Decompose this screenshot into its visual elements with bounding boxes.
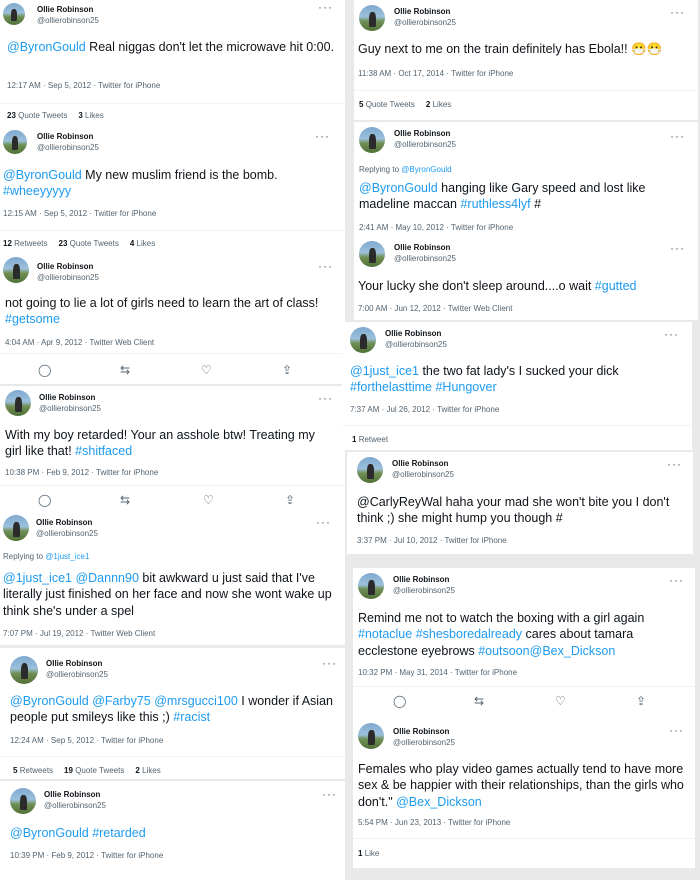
tweet-card[interactable]	[0, 781, 345, 880]
tweet-text	[10, 693, 335, 726]
share-icon[interactable]: ⇪	[282, 363, 293, 377]
stat-label: Retweets	[19, 766, 54, 775]
author-handle[interactable]: @ollierobinson25	[394, 254, 456, 263]
reply-icon[interactable]: ◯	[38, 363, 52, 377]
replying-to: Replying to @ByronGould	[359, 165, 452, 174]
engagement-stats[interactable]	[352, 435, 399, 444]
tweet-timestamp[interactable]: 10:39 PM · Feb 9, 2012 · Twitter for iPhone	[10, 851, 164, 860]
tweet-card[interactable]	[354, 238, 698, 320]
tweet-card[interactable]	[0, 0, 345, 125]
tweet-text	[5, 295, 335, 328]
divider	[0, 485, 345, 486]
author-handle[interactable]: @ollierobinson25	[46, 670, 108, 679]
hashtag-link[interactable]: #shitfaced	[75, 444, 133, 459]
tweet-card[interactable]	[342, 322, 692, 450]
tweet-card[interactable]	[347, 452, 693, 554]
author-name[interactable]: Ollie Robinson	[392, 459, 449, 468]
author-name[interactable]: Ollie Robinson	[385, 329, 442, 338]
author-name[interactable]: Ollie Robinson	[36, 518, 93, 527]
avatar[interactable]	[357, 457, 383, 483]
tweet-text	[7, 39, 339, 55]
stat-item[interactable]	[135, 766, 160, 775]
divider	[0, 353, 345, 354]
tweet-timestamp[interactable]: 7:37 AM · Jul 26, 2012 · Twitter for iPhone	[350, 405, 500, 414]
author-name[interactable]: Ollie Robinson	[394, 243, 451, 252]
hashtag-link[interactable]: #Hungover	[435, 380, 497, 395]
author-handle[interactable]: @ollierobinson25	[39, 404, 101, 413]
stat-count: 5	[13, 766, 18, 775]
tweet-text	[350, 363, 684, 396]
stat-item[interactable]	[426, 100, 451, 109]
stat-item[interactable]	[130, 239, 155, 248]
divider	[0, 756, 345, 757]
avatar[interactable]	[3, 257, 29, 283]
reply-icon[interactable]: ◯	[393, 694, 407, 708]
tweet-timestamp[interactable]: 10:38 PM · Feb 9, 2012 · Twitter for iPhone	[5, 468, 159, 477]
mention-link[interactable]: @1just_ice1	[350, 364, 419, 378]
author-handle[interactable]: @ollierobinson25	[37, 16, 99, 25]
mention-link[interactable]: @Bex_Dickson	[529, 643, 616, 658]
author-handle[interactable]: @ollierobinson25	[392, 470, 454, 479]
tweet-timestamp[interactable]: 7:07 PM · Jul 19, 2012 · Twitter Web Client	[3, 629, 156, 638]
author-handle[interactable]: @ollierobinson25	[44, 801, 106, 810]
stat-count: 12	[3, 239, 12, 248]
stat-count: 23	[58, 239, 68, 248]
replying-to: Replying to @1just_ice1	[3, 552, 90, 561]
author-handle[interactable]: @ollierobinson25	[393, 738, 455, 747]
mention-link[interactable]: @ByronGould	[3, 168, 82, 182]
tweet-text-segment: cares about tamara ecclestone eyebrows	[358, 627, 634, 658]
stat-count: 3	[78, 111, 83, 120]
tweet-actions	[38, 364, 298, 378]
hashtag-link[interactable]: #gutted	[594, 279, 637, 293]
tweet-text-segment: With my boy retarded! Your an asshole btw! Treating my girl like that!	[5, 428, 315, 459]
hashtag-link[interactable]: #ruthless4lyf	[460, 197, 531, 212]
stat-label: Retweet	[358, 435, 389, 444]
avatar[interactable]	[359, 241, 385, 267]
tweet-text	[358, 761, 693, 810]
divider	[0, 230, 345, 231]
tweet-text-segment: the two fat lady's I sucked your dick	[418, 364, 619, 378]
tweet-timestamp[interactable]: 3:37 PM · Jul 10, 2012 · Twitter for iPhone	[357, 536, 507, 545]
mention-link[interactable]: @ByronGould	[359, 181, 438, 195]
retweet-icon[interactable]: ⇆	[474, 694, 485, 708]
stat-label: Quote Tweets	[18, 111, 68, 120]
more-dots-icon[interactable]: ···	[322, 656, 337, 670]
avatar[interactable]	[3, 130, 27, 154]
stat-label: Quote Tweets	[75, 766, 125, 775]
reply-to-mention[interactable]: @1just_ice1	[45, 552, 90, 561]
tweet-text-segment: bit awkward u just said that I've literally just finished on her face and now she wont wake up think she's under a spel	[3, 571, 332, 618]
tweet-text	[358, 278, 694, 294]
stat-label: Likes	[85, 111, 104, 120]
stat-count: 4	[129, 239, 135, 248]
tweet-card[interactable]	[0, 125, 345, 252]
tweet-text-segment: #	[530, 197, 542, 212]
author-handle[interactable]: @ollierobinson25	[394, 140, 456, 149]
stat-item[interactable]	[3, 239, 48, 248]
hashtag-link[interactable]: #wheeyyyyy	[3, 184, 72, 199]
hashtag-link[interactable]: #retarded	[92, 826, 146, 840]
tweet-card[interactable]	[0, 252, 345, 384]
engagement-stats[interactable]	[3, 239, 166, 248]
more-dots-icon[interactable]: ···	[318, 259, 333, 273]
hashtag-link[interactable]: #notaclue	[358, 627, 413, 642]
tweet-actions	[38, 494, 298, 508]
hashtag-link[interactable]: #racist	[173, 710, 211, 725]
tweet-text-segment: Remind me not to watch the boxing with a girl again	[358, 611, 645, 625]
engagement-stats[interactable]	[358, 849, 390, 858]
stat-label: Quote Tweets	[365, 100, 415, 109]
tweet-text-segment: @CarlyReyWal haha your mad she won't bite you I don't think ;) she might hump you though #	[357, 495, 670, 526]
tweet-timestamp[interactable]: 7:00 AM · Jun 12, 2012 · Twitter Web Client	[358, 304, 513, 313]
tweet-text	[358, 610, 688, 659]
tweet-card[interactable]	[0, 512, 345, 645]
more-dots-icon[interactable]: ···	[316, 515, 331, 529]
share-icon[interactable]: ⇪	[285, 493, 296, 507]
mention-link[interactable]: @ByronGould	[10, 826, 89, 840]
tweet-card[interactable]	[0, 386, 345, 512]
stat-item[interactable]	[358, 849, 379, 858]
mention-link[interactable]: @ByronGould	[7, 40, 86, 54]
hashtag-link[interactable]: #forthelasttime	[350, 380, 432, 395]
stat-item[interactable]	[359, 100, 415, 109]
tweet-card[interactable]	[354, 0, 698, 120]
stat-count: 1	[352, 435, 357, 444]
tweet-timestamp[interactable]: 11:38 AM · Oct 17, 2014 · Twitter for iPhone	[358, 69, 514, 78]
avatar[interactable]	[5, 390, 31, 416]
like-icon[interactable]: ♡	[203, 493, 214, 507]
mention-link[interactable]: @Dannn90	[75, 571, 139, 585]
stat-label: Like	[364, 849, 380, 858]
avatar[interactable]	[10, 788, 36, 814]
mention-link[interactable]: @Bex_Dickson	[396, 794, 482, 809]
author-name[interactable]: Ollie Robinson	[37, 132, 94, 141]
mention-link[interactable]: @Farby75	[92, 694, 151, 708]
avatar[interactable]	[10, 656, 38, 684]
author-name[interactable]: Ollie Robinson	[37, 262, 94, 271]
avatar[interactable]	[3, 515, 29, 541]
divider	[353, 686, 695, 687]
more-dots-icon[interactable]: ···	[322, 787, 337, 801]
tweet-text	[3, 167, 338, 200]
more-dots-icon[interactable]: ···	[318, 391, 333, 405]
hashtag-link[interactable]: #outsoon	[478, 643, 530, 658]
stat-label: Likes	[136, 239, 156, 248]
more-dots-icon[interactable]: ···	[318, 0, 333, 14]
author-name[interactable]: Ollie Robinson	[394, 7, 451, 16]
stat-item[interactable]	[64, 766, 124, 775]
stat-item[interactable]	[13, 766, 53, 775]
stat-label: Retweets	[14, 239, 48, 248]
author-handle[interactable]: @ollierobinson25	[37, 273, 99, 282]
tweet-timestamp[interactable]: 12:17 AM · Sep 5, 2012 · Twitter for iPhone	[7, 81, 161, 90]
divider	[354, 90, 698, 91]
tweet-text-segment: not going to lie a lot of girls need to learn the art of class!	[5, 296, 319, 310]
tweet-timestamp[interactable]: 4:04 AM · Apr 9, 2012 · Twitter Web Client	[5, 338, 155, 347]
author-name[interactable]: Ollie Robinson	[46, 659, 103, 668]
author-name[interactable]: Ollie Robinson	[44, 790, 101, 799]
avatar[interactable]	[350, 327, 376, 353]
stat-count: 1	[358, 849, 363, 858]
stat-item[interactable]	[59, 239, 119, 248]
tweet-text-segment: Guy next to me on the train definitely has Ebola!! 😷😷	[358, 42, 663, 56]
hashtag-link[interactable]: #shesboredalready	[415, 627, 523, 642]
divider	[342, 425, 692, 426]
author-name[interactable]: Ollie Robinson	[393, 575, 450, 584]
author-handle[interactable]: @ollierobinson25	[37, 143, 99, 152]
retweet-icon[interactable]: ⇆	[120, 363, 131, 377]
author-handle[interactable]: @ollierobinson25	[385, 340, 447, 349]
tweet-actions	[393, 695, 653, 709]
mention-link[interactable]: @ByronGould	[10, 694, 89, 708]
stat-count: 5	[359, 100, 364, 109]
engagement-stats[interactable]	[7, 111, 115, 120]
engagement-stats[interactable]	[13, 766, 172, 775]
stat-label: Likes	[432, 100, 452, 109]
stat-count: 2	[135, 766, 140, 775]
reply-to-mention[interactable]: @ByronGould	[401, 165, 452, 174]
tweet-text-segment: hanging like Gary speed and lost like madeline maccan	[359, 181, 646, 212]
tweet-timestamp[interactable]: 12:15 AM · Sep 5, 2012 · Twitter for iPhone	[3, 209, 157, 218]
reply-icon[interactable]: ◯	[38, 493, 52, 507]
author-name[interactable]: Ollie Robinson	[394, 129, 451, 138]
avatar[interactable]	[358, 573, 384, 599]
tweet-timestamp[interactable]: 5:54 PM · Jun 23, 2013 · Twitter for iPhone	[358, 818, 511, 827]
tweet-card[interactable]	[0, 648, 345, 779]
retweet-icon[interactable]: ⇆	[120, 493, 131, 507]
tweet-text	[357, 494, 687, 527]
avatar[interactable]	[3, 3, 25, 25]
stat-count: 19	[64, 766, 73, 775]
tweet-text	[358, 41, 694, 57]
tweet-text	[5, 427, 335, 460]
stat-count: 2	[425, 100, 431, 109]
more-dots-icon[interactable]: ···	[664, 327, 679, 341]
author-name[interactable]: Ollie Robinson	[393, 727, 450, 736]
stat-item[interactable]	[352, 435, 388, 444]
tweet-text	[3, 570, 341, 619]
tweet-card[interactable]	[353, 718, 695, 868]
stat-label: Likes	[142, 766, 161, 775]
like-icon[interactable]: ♡	[555, 694, 566, 708]
share-icon[interactable]: ⇪	[636, 694, 647, 708]
hashtag-link[interactable]: #getsome	[5, 312, 60, 327]
tweet-timestamp[interactable]: 10:32 PM · May 31, 2014 · Twitter for iPhone	[358, 668, 518, 677]
more-dots-icon[interactable]: ···	[669, 573, 684, 587]
more-dots-icon[interactable]: ···	[670, 5, 685, 19]
stat-count: 23	[7, 111, 16, 120]
divider	[353, 838, 695, 839]
stat-label: Quote Tweets	[69, 239, 119, 248]
author-name[interactable]: Ollie Robinson	[39, 393, 96, 402]
tweet-text	[359, 180, 689, 213]
more-dots-icon[interactable]: ···	[315, 129, 330, 143]
mention-link[interactable]: @1just_ice1	[3, 571, 72, 585]
tweet-card[interactable]	[354, 122, 698, 238]
stat-item[interactable]	[7, 111, 67, 120]
avatar[interactable]	[358, 723, 384, 749]
tweet-timestamp[interactable]: 12:24 AM · Sep 5, 2012 · Twitter for iPhone	[10, 736, 164, 745]
tweet-timestamp[interactable]: 2:41 AM · May 10, 2012 · Twitter for iPhone	[359, 223, 514, 232]
tweet-text-segment: I wonder if Asian people put smileys like this ;)	[10, 694, 333, 725]
stat-item[interactable]	[78, 111, 103, 120]
more-dots-icon[interactable]: ···	[670, 241, 685, 255]
tweet-text-segment: Your lucky she don't sleep around....o wait	[358, 279, 595, 293]
more-dots-icon[interactable]: ···	[667, 457, 682, 471]
avatar[interactable]	[359, 127, 385, 153]
tweet-text-segment: Females who play video games actually tend to have more sex & be happier with their relationships, than the girls who don't."	[358, 762, 684, 809]
tweet-card[interactable]	[353, 568, 695, 718]
more-dots-icon[interactable]: ···	[670, 129, 685, 143]
divider	[0, 103, 345, 104]
tweet-text-segment: Real niggas don't let the microwave hit 0:00.	[85, 40, 335, 54]
author-handle[interactable]: @ollierobinson25	[394, 18, 456, 27]
more-dots-icon[interactable]: ···	[669, 723, 684, 737]
avatar[interactable]	[359, 5, 385, 31]
author-handle[interactable]: @ollierobinson25	[393, 586, 455, 595]
tweet-text-segment: My new muslim friend is the bomb.	[81, 168, 278, 182]
like-icon[interactable]: ♡	[201, 363, 212, 377]
mention-link[interactable]: @mrsgucci100	[154, 694, 238, 708]
engagement-stats[interactable]	[359, 100, 462, 109]
author-handle[interactable]: @ollierobinson25	[36, 529, 98, 538]
tweet-text	[10, 825, 335, 841]
author-name[interactable]: Ollie Robinson	[37, 5, 94, 14]
